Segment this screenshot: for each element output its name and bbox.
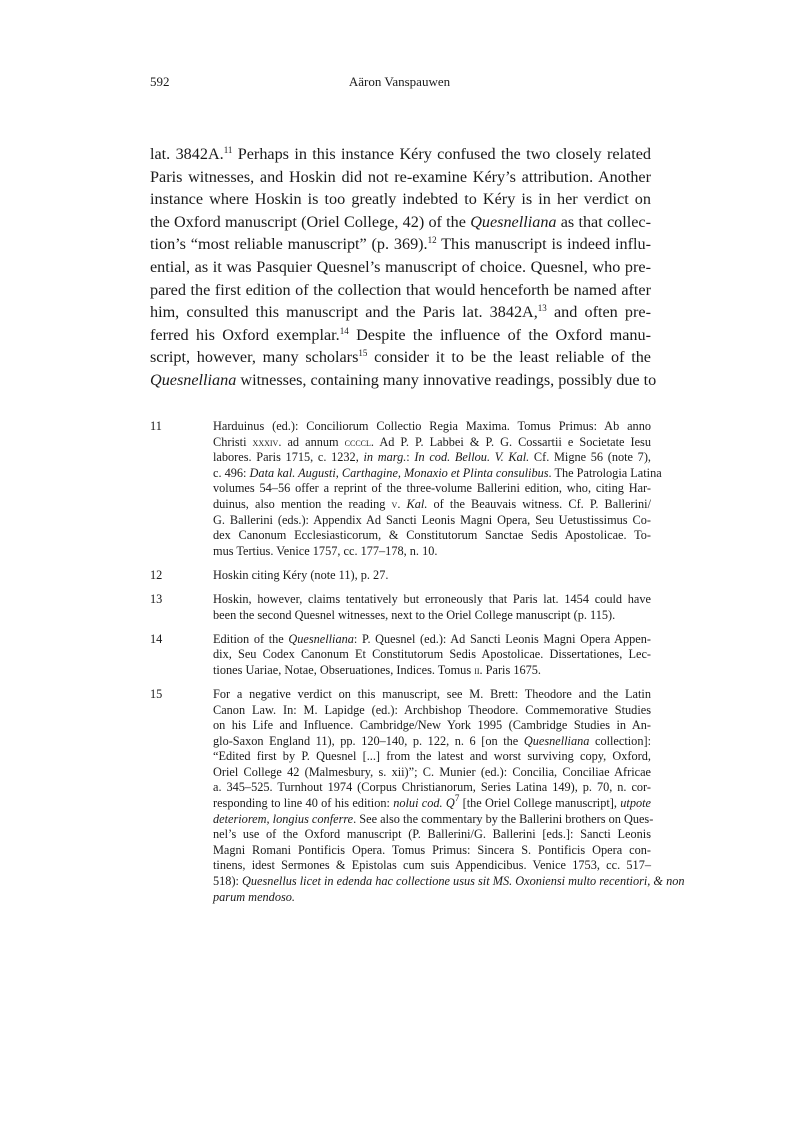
text-run: him, consulted this manuscript and the Paris lat. 3842A,	[150, 303, 538, 322]
text-line	[150, 233, 651, 256]
text-run: Canon Law. In: M. Lapidge (ed.): Archbishop Theodore. Commemorative Studies	[213, 702, 651, 717]
text-run: script, however, many scholars	[150, 348, 359, 367]
text-run: a. 345–525. Turnhout 1974 (Corpus Christianorum, Series Latina 149), p. 70, n. cor-	[213, 780, 651, 795]
italic-text: Quesnellus licet in edenda hac collectione usus sit MS. Oxoniensi multo recentiori, & non	[242, 874, 685, 889]
text-run: witnesses, containing many innovative readings, possibly due to	[236, 370, 657, 389]
text-line	[213, 793, 652, 812]
text-run: [the Oriel College manuscript],	[459, 796, 621, 811]
text-run: ential, as it was Pasquier Quesnel’s manuscript of choice. Quesnel, who pre-	[150, 257, 651, 276]
footnote	[150, 632, 651, 679]
italic-text: In cod. Bellou. V. Kal.	[414, 450, 530, 465]
page-number: 592	[150, 74, 170, 89]
text-run: . Paris 1675.	[479, 662, 542, 677]
text-run: on his Life and Influence. Cambridge/New York 1995 (Cambridge Studies in An-	[213, 718, 651, 733]
text-line	[150, 166, 651, 189]
footnote-reference: 13	[537, 303, 547, 314]
footnote-reference: 11	[223, 145, 233, 155]
footnote-reference: 15	[358, 348, 368, 359]
text-run: been the second Quesnel witnesses, next to the Oriel College manuscript (p. 115).	[213, 607, 616, 622]
text-run: dex Canonum Ecclesiasticorum, & Constitutorum Sanctae Sedis Apostolicae. To-	[213, 528, 651, 543]
text-run: pared the first edition of the collection that would henceforth be named after	[150, 280, 651, 299]
text-line	[213, 890, 651, 906]
text-run: xxxiv	[252, 436, 279, 449]
italic-text: Quesnelliana	[470, 212, 557, 231]
text-run: ccccl	[344, 436, 371, 449]
text-line	[213, 435, 651, 451]
text-run: Edition of the	[213, 631, 289, 646]
text-line	[150, 369, 657, 392]
italic-text: Quesnelliana	[150, 370, 237, 389]
text-line	[213, 827, 651, 843]
text-run: Harduinus (ed.): Conciliorum Collectio Regia Maxima. Tomus Primus: Ab anno	[213, 419, 651, 433]
text-run: G. Ballerini (eds.): Appendix Ad Sancti Leonis Magni Opera, Seu Uetustissimus Co-	[213, 512, 651, 527]
text-run: . See also the commentary by the Ballerini brothers on Ques-	[353, 811, 654, 826]
text-line	[213, 765, 651, 781]
text-line	[213, 843, 651, 859]
text-line	[213, 663, 651, 679]
italic-text: utpote	[620, 796, 652, 811]
italic-text: parum mendoso.	[213, 889, 295, 904]
text-run: Despite the influence of the Oxford manu-	[348, 325, 652, 344]
footnote-number: 11	[150, 419, 162, 433]
text-line	[150, 211, 651, 234]
text-run: tiones Uariae, Notae, Obseruationes, Indices. Tomus	[213, 662, 475, 677]
text-run: For a negative verdict on this manuscript, see M. Brett: Theodore and the Latin	[213, 686, 651, 701]
footnote	[150, 686, 685, 905]
text-run: and often pre-	[546, 303, 651, 322]
text-line	[213, 450, 651, 466]
text-run: .	[397, 496, 407, 511]
text-run: collection]:	[589, 733, 651, 748]
italic-text: Quesnelliana	[523, 733, 590, 748]
footnote-reference: 7	[454, 793, 460, 804]
text-run: Paris witnesses, and Hoskin did not re-examine Kéry’s attribution. Another	[150, 167, 651, 186]
footnote-number: 12	[150, 567, 163, 582]
text-run: instance where Hoskin is too greatly indebted to Kéry is in her verdict on	[150, 190, 651, 209]
text-line	[213, 874, 685, 890]
text-run: the Oxford manuscript (Oriel College, 42) of the	[150, 212, 471, 231]
text-line	[150, 324, 651, 347]
text-run: . Ad P. P. Labbei & P. G. Cossartii e Societate Iesu	[370, 434, 651, 449]
text-line	[150, 256, 651, 279]
text-line	[213, 592, 651, 608]
text-run: : P. Quesnel (ed.): Ad Sancti Leonis Magni Opera Appen-	[353, 631, 651, 646]
text-run: labores. Paris 1715, c. 1232,	[213, 450, 364, 465]
text-line	[150, 346, 651, 369]
footnotes	[150, 419, 685, 914]
text-run: Perhaps in this instance Kéry confused the two closely related	[232, 145, 651, 163]
text-run: “Edited first by P. Quesnel [...] from the latest and worst surviving copy, Oxford,	[213, 749, 651, 764]
footnote-reference: 12	[427, 235, 437, 246]
text-run: Cf. Migne 56 (note 7),	[529, 450, 651, 465]
text-line	[213, 465, 662, 482]
text-line	[213, 513, 651, 529]
text-line	[213, 568, 651, 584]
footnote	[150, 419, 662, 559]
text-line	[213, 858, 651, 874]
text-run: duinus, also mention the reading	[213, 496, 392, 511]
text-line	[213, 718, 651, 734]
text-line	[213, 734, 651, 750]
italic-text: deteriorem, longius conferre	[213, 811, 354, 826]
text-run: :	[406, 450, 415, 465]
text-line	[150, 188, 651, 211]
text-line	[213, 647, 651, 663]
footnote	[150, 568, 651, 584]
footnote-number: 15	[150, 686, 163, 701]
italic-text: in marg.	[363, 450, 407, 465]
text-run: This manuscript is indeed influ-	[436, 235, 651, 254]
italic-text: nolui cod. Q	[393, 796, 455, 811]
text-run: 518):	[213, 874, 243, 889]
text-line	[213, 528, 651, 544]
footnote	[150, 592, 651, 623]
text-line	[213, 687, 651, 703]
body-text	[150, 143, 657, 392]
text-run: . ad annum	[278, 434, 345, 449]
italic-text: Kal.	[406, 496, 428, 511]
text-run: c. 496:	[213, 465, 250, 480]
text-run: v	[391, 498, 398, 511]
text-line	[213, 703, 651, 719]
footnote-number: 14	[150, 631, 163, 646]
text-line	[213, 481, 651, 497]
italic-text: Quesnelliana	[288, 631, 354, 646]
text-run: nel’s use of the Oxford manuscript (P. Ballerini/G. Ballerini [eds.]: Sancti Leonis	[213, 827, 651, 842]
text-line	[213, 497, 651, 513]
text-run: tinens, idest Sermones & Epistolas cum suis Appendicibus. Venice 1753, cc. 517–	[213, 858, 651, 873]
text-run: Magni Romani Pontificis Opera. Tomus Primus: Sincera S. Pontificis Opera con-	[213, 842, 651, 857]
text-line	[213, 419, 651, 435]
text-run: Oriel College 42 (Malmesbury, s. xii)”; C. Munier (ed.): Concilia, Conciliae Africae	[213, 764, 651, 779]
text-run: Hoskin citing Kéry (note 11), p. 27.	[213, 567, 389, 582]
text-line	[213, 780, 651, 796]
text-run: ii	[474, 664, 480, 677]
text-line	[150, 301, 651, 324]
text-line	[213, 749, 651, 765]
text-run: Hoskin, however, claims tentatively but erroneously that Paris lat. 1454 could have	[213, 591, 651, 606]
text-run: volumes 54–56 offer a reprint of the three-volume Ballerini edition, who, citing Har-	[213, 481, 651, 496]
text-run: ferred his Oxford exemplar.	[150, 325, 340, 344]
text-line	[213, 632, 651, 648]
running-head: Aäron Vanspauwen	[348, 74, 451, 89]
text-run: of the Beauvais witness. Cf. P. Ballerini/	[427, 496, 651, 511]
text-run: lat. 3842A.	[150, 145, 224, 163]
text-line	[150, 279, 651, 302]
text-run: mus Tertius. Venice 1757, cc. 177–178, n. 10.	[213, 543, 438, 558]
text-run: dix, Seu Codex Canonum Et Constitutorum Sedis Apostolicae. Dissertationes, Lec-	[213, 647, 651, 662]
text-line	[213, 608, 651, 624]
text-run: consider it to be the least reliable of the	[367, 348, 651, 367]
text-line	[213, 811, 654, 828]
italic-text: Data kal. Augusti, Carthagine, Monaxio et Plinta consulibus	[249, 465, 549, 480]
text-run: responding to line 40 of his edition:	[213, 796, 394, 811]
text-line	[213, 544, 651, 560]
text-run: glo-Saxon England 11), pp. 120–140, p. 122, n. 6 [on the	[213, 733, 524, 748]
text-line	[150, 143, 651, 166]
text-run: tion’s “most reliable manuscript” (p. 369).	[150, 235, 428, 254]
text-run: as that collec-	[556, 212, 651, 231]
text-run: . The Patrologia Latina	[548, 465, 662, 480]
footnote-reference: 14	[339, 325, 349, 336]
text-run: Christi	[213, 434, 253, 449]
footnote-number: 13	[150, 591, 163, 606]
